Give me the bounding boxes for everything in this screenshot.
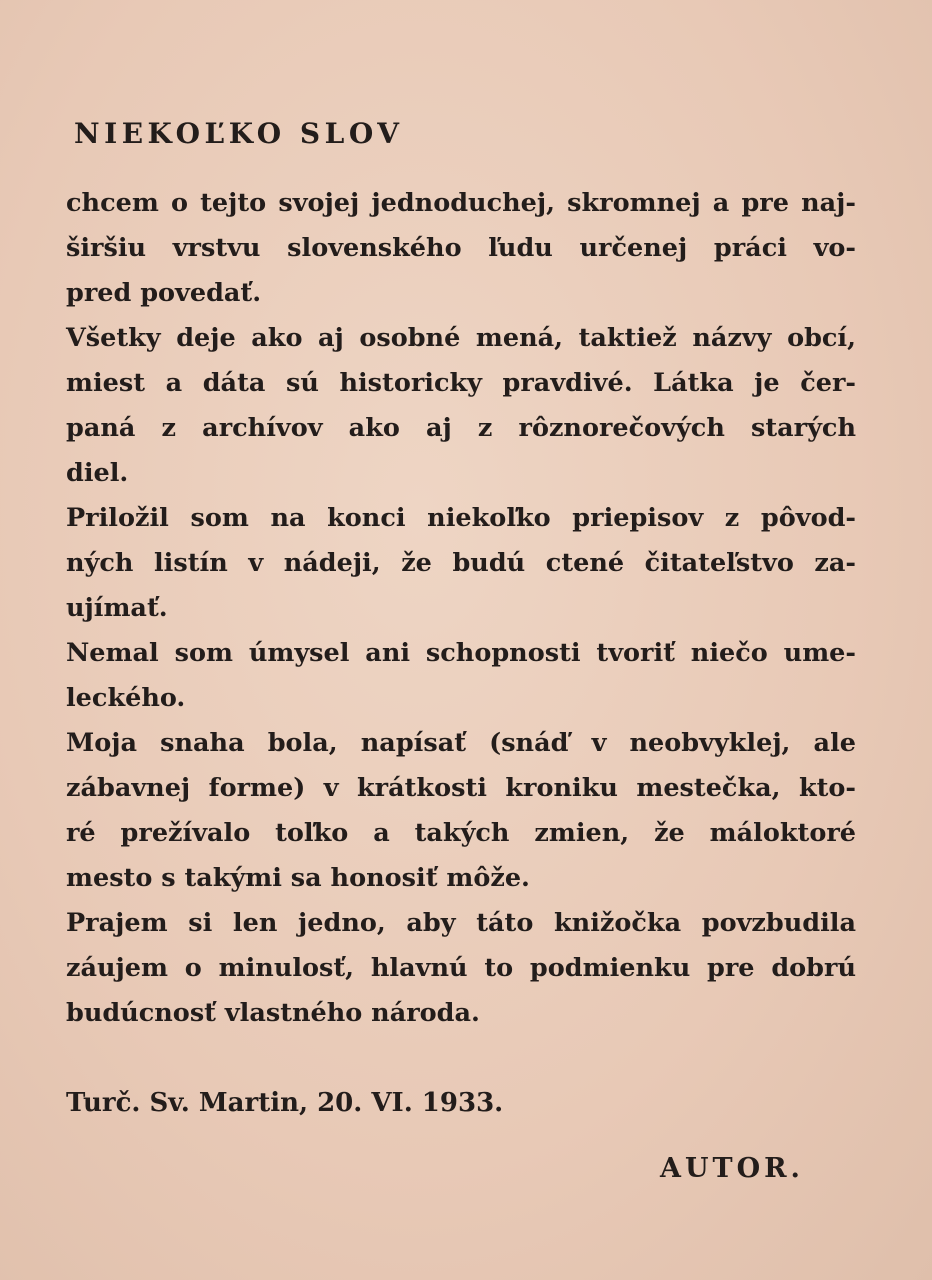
text-line: ré prežívalo toľko a takých zmien, že máloktoré	[66, 818, 856, 848]
text-line: Priložil som na konci niekoľko priepisov z pôvod-	[66, 503, 856, 533]
text-line: záujem o minulosť, hlavnú to podmienku pre dobrú	[66, 953, 856, 983]
text-line: ných listín v nádeji, že budú ctené čitateľstvo za-	[66, 548, 856, 578]
text-line: budúcnosť vlastného národa.	[66, 998, 480, 1028]
text-line: diel.	[66, 458, 129, 488]
text-line: širšiu vrstvu slovenského ľudu určenej práci vo-	[66, 233, 856, 263]
text-line: miest a dáta sú historicky pravdivé. Látka je čer-	[66, 368, 856, 398]
text-line: ujímať.	[66, 593, 168, 623]
text-line: paná z archívov ako aj z rôznorečových starých	[66, 413, 856, 443]
page-heading: NIEKOĽKO SLOV	[74, 117, 404, 150]
text-line: chcem o tejto svojej jednoduchej, skromnej a pre naj-	[66, 188, 856, 218]
author-signature: AUTOR.	[660, 1153, 804, 1184]
text-line: Prajem si len jedno, aby táto knižočka povzbudila	[66, 908, 856, 938]
text-line: Nemal som úmysel ani schopnosti tvoriť niečo ume-	[66, 638, 856, 668]
place-and-date: Turč. Sv. Martin, 20. VI. 1933.	[66, 1088, 504, 1118]
foreword-body	[66, 181, 856, 1036]
text-line: pred povedať.	[66, 278, 262, 308]
text-line: Moja snaha bola, napísať (snáď v neobvyklej, ale	[66, 728, 856, 758]
text-line: Všetky deje ako aj osobné mená, taktiež názvy obcí,	[66, 323, 856, 353]
text-line: leckého.	[66, 683, 186, 713]
text-line: mesto s takými sa honosiť môže.	[66, 863, 530, 893]
text-line: zábavnej forme) v krátkosti kroniku mestečka, kto-	[66, 773, 856, 803]
